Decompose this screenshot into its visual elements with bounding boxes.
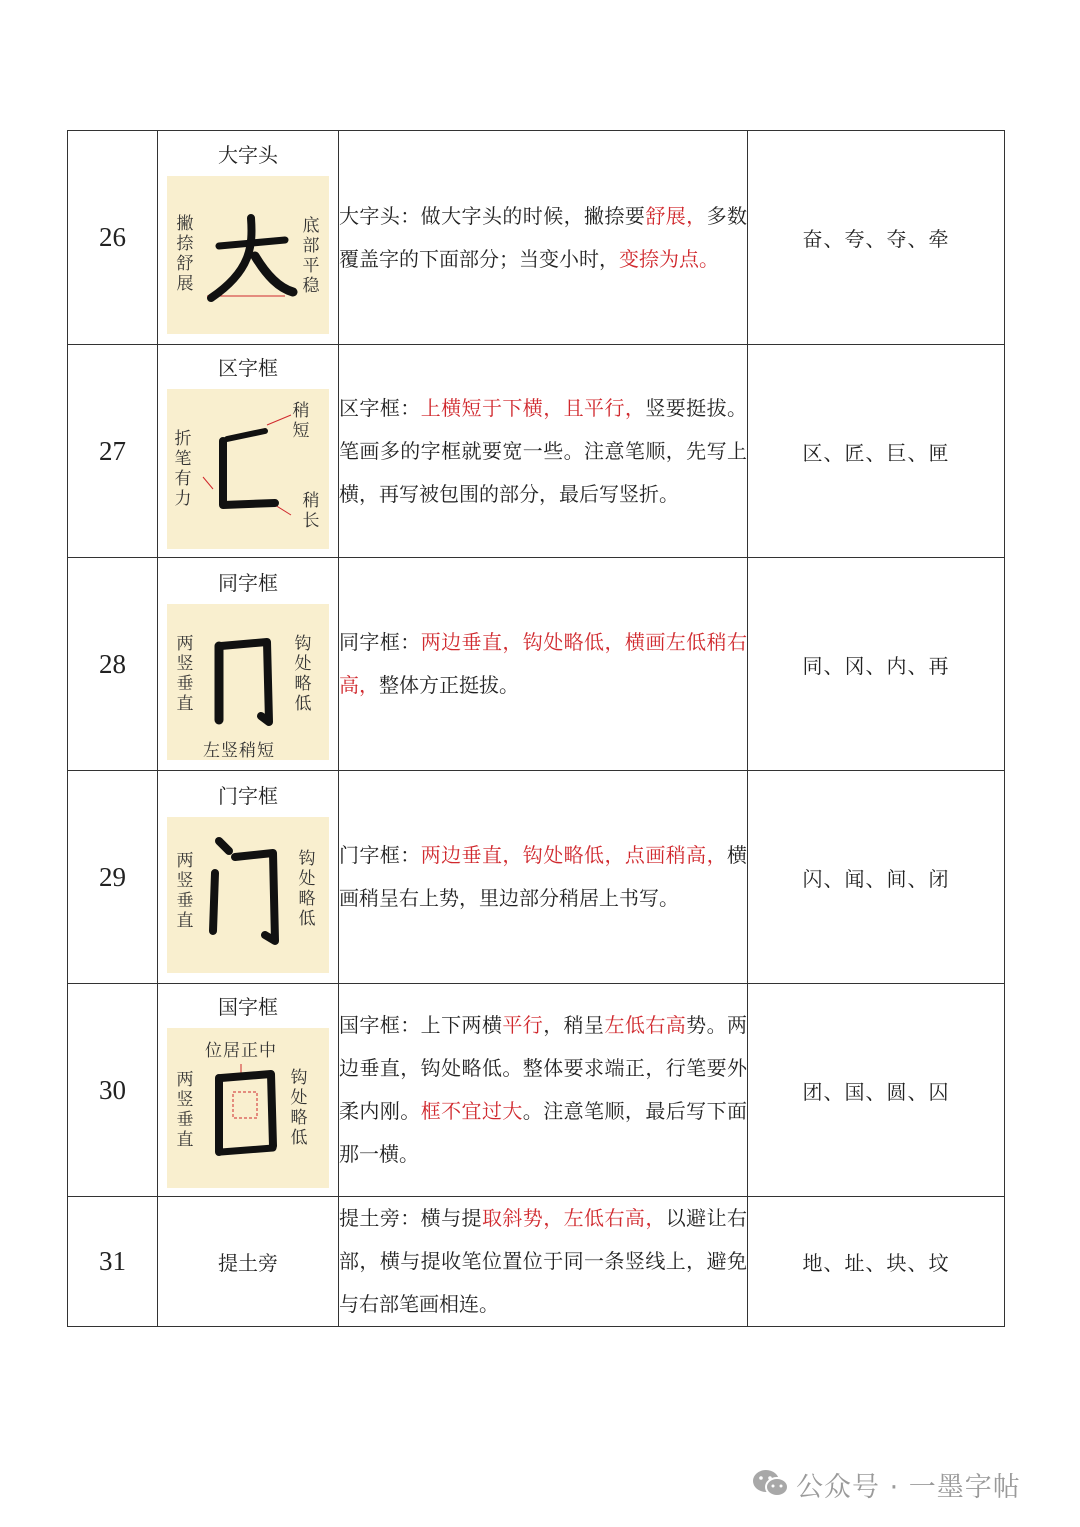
example-characters: 区、匠、巨、匣 [748,345,1005,558]
calligraphy-card [167,817,329,973]
highlight-text: 两边垂直，钩处略低，点画稍高， [420,843,728,867]
rule-description [339,984,748,1197]
description-text: 同字框： [339,630,421,654]
example-characters: 地、址、块、坟 [748,1197,1005,1327]
highlight-text: 舒展， [645,203,707,228]
row-number: 27 [68,345,158,558]
row-number: 26 [68,131,158,345]
card-note-right: 底部平稳 [302,216,320,296]
highlight-text: 两边垂直，钩处略低，横画左低稍右高， [339,630,748,697]
description-text: 。注意笔顺，最后写下面那一横。 [339,1099,748,1166]
radical-cell [158,131,339,345]
description-text: 竖要挺拔。笔画多的字框就要宽一些。注意笔顺，先写上横，再写被包围的部分，最后写竖折。 [339,395,748,506]
radical-name: 区字框 [218,355,278,380]
row-number: 29 [68,771,158,984]
description-text: 势。两边垂直，钩处略低。整体要求端正，行笔要外柔内刚。 [339,1013,748,1123]
row-number: 31 [68,1197,158,1327]
row-number: 28 [68,558,158,771]
card-note-right: 钩处略低 [290,1067,308,1148]
card-note-left: 撇捺舒展 [176,214,194,294]
radical-cell [158,984,339,1197]
highlight-text: 变捺为点。 [619,246,719,271]
example-characters: 闪、闻、间、闭 [748,771,1005,984]
description-text: ，稍呈 [543,1013,605,1037]
card-note-left: 折笔有力 [174,428,192,509]
rule-description [339,771,748,984]
highlight-text: 取斜势，左低右高， [481,1206,666,1230]
card-note-left: 两竖垂直 [176,1069,194,1150]
watermark-text: 公众号 · 一墨字帖 [796,1471,1021,1503]
highlight-text: 上横短于下横，且平行， [420,395,646,420]
radical-name: 同字框 [218,570,278,595]
description-text: 整体方正挺拔。 [379,673,519,697]
watermark [752,1462,1021,1506]
card-note-bottom: 左竖稍短 [203,740,275,761]
highlight-text: 框不宜过大 [420,1099,523,1123]
radical-cell [158,558,339,771]
example-characters: 奋、夸、夺、牵 [748,131,1005,345]
wechat-icon [752,1468,790,1500]
card-note-left: 两竖垂直 [176,633,194,714]
highlight-text: 平行 [502,1013,544,1037]
table-row [68,984,1005,1197]
calligraphy-card [167,389,329,549]
row-number: 30 [68,984,158,1197]
radical-name: 国字框 [218,994,278,1019]
card-note-right: 钩处略低 [294,633,312,714]
table-row [68,558,1005,771]
example-characters: 同、冈、内、再 [748,558,1005,771]
card-note-right-top: 稍短 [292,400,310,441]
highlight-text: 左低右高 [604,1013,687,1037]
description-text: 大字头：做大字头的时候，撇捺要 [339,203,646,228]
table-row [68,131,1005,345]
example-characters: 团、国、圆、囚 [748,984,1005,1197]
rule-description [339,1197,748,1327]
card-note-top: 位居正中 [205,1040,277,1061]
calligraphy-card [167,604,329,760]
radical-name: 大字头 [218,143,278,167]
rule-description [339,131,748,345]
radical-name: 门字框 [218,783,278,808]
card-note-right-bottom: 稍长 [302,490,320,531]
description-text: 提土旁：横与提 [339,1206,482,1230]
calligraphy-card [167,1028,329,1188]
card-note-right: 钩处略低 [298,848,316,929]
radical-rules-table [67,130,1005,1327]
calligraphy-card [167,176,329,334]
rule-description [339,345,748,558]
card-note-left: 两竖垂直 [176,850,194,931]
rule-description [339,558,748,771]
table-row [68,1197,1005,1327]
radical-cell [158,1197,339,1327]
description-text: 门字框： [339,843,421,867]
description-text: 区字框： [339,395,421,420]
description-text: 国字框：上下两横 [339,1013,503,1037]
table-row [68,771,1005,984]
table-row [68,345,1005,558]
radical-cell [158,771,339,984]
description-text: 以避让右部，横与提收笔位置位于同一条竖线上，避免与右部笔画相连。 [339,1206,748,1316]
description-text: 多数覆盖字的下面部分；当变小时， [339,203,748,271]
radical-name: 提土旁 [218,1251,278,1275]
radical-cell [158,345,339,558]
description-text: 横画稍呈右上势，里边部分稍居上书写。 [339,843,748,910]
